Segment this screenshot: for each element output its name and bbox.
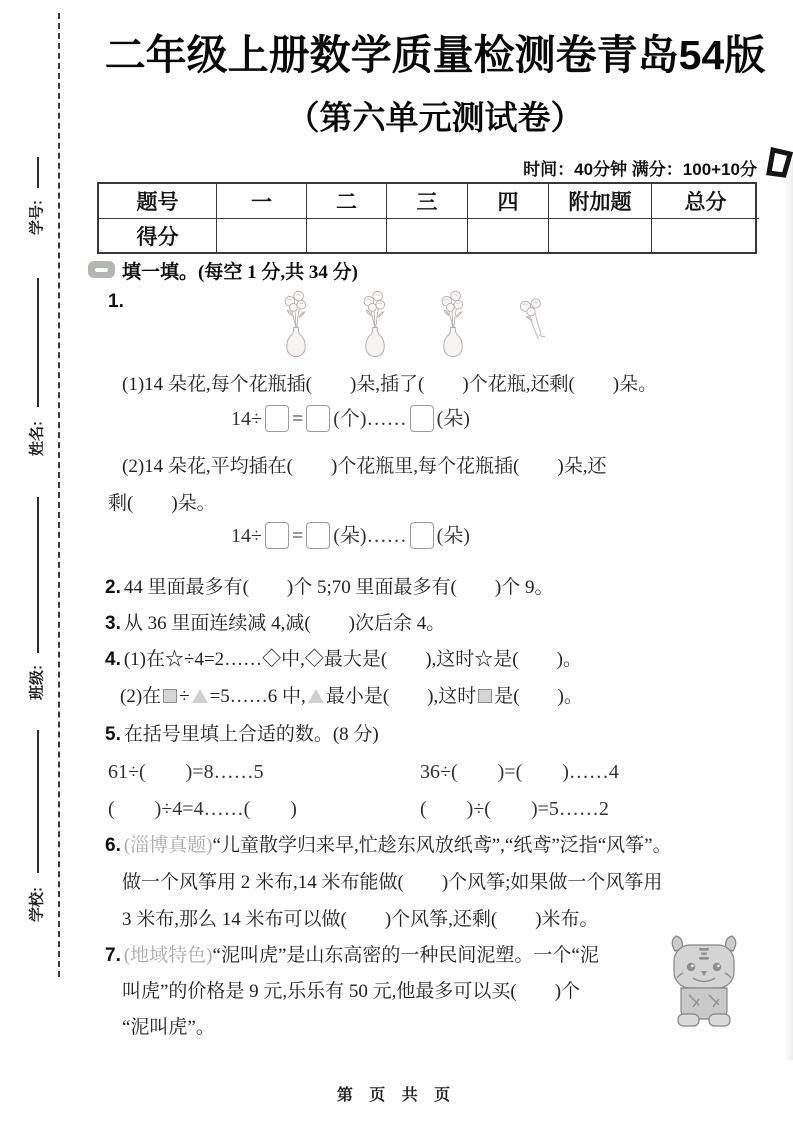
score-table-header-cell: 总分 bbox=[652, 184, 759, 219]
bud-vase bbox=[444, 328, 462, 357]
section-one-title bbox=[122, 257, 358, 284]
scan-edge-shadow bbox=[784, 160, 793, 1060]
answer-box bbox=[306, 405, 330, 432]
question-6-line3: 3 米布,那么 14 米布可以做( )个风筝,还剩( )米布。 bbox=[122, 909, 599, 930]
question-4-part1-text: (1)在☆÷4=2……◇中,◇最大是( ),这时☆是( )。 bbox=[123, 649, 582, 670]
score-table-header-cell: 题号 bbox=[99, 184, 217, 219]
question-6-number: 6. bbox=[105, 835, 121, 856]
score-cell-empty bbox=[549, 219, 652, 252]
score-table-header-cell: 二 bbox=[307, 184, 387, 219]
vase-with-roses-illustration bbox=[358, 289, 392, 359]
question-5-equation-4: ( )÷( )=5……2 bbox=[420, 798, 609, 820]
bud-vase bbox=[366, 328, 384, 357]
clay-tiger-illustration bbox=[663, 933, 745, 1028]
question-5-header bbox=[105, 719, 379, 746]
question-5-text: 在括号里填上合适的数。(8 分) bbox=[123, 724, 379, 745]
gray-triangle-shape bbox=[308, 689, 324, 703]
class-label: 班级: bbox=[28, 665, 46, 700]
question-4-part1 bbox=[105, 644, 582, 671]
question-1-part2-line1: (2)14 朵花,平均插在( )个花瓶里,每个花瓶插( )朵,还 bbox=[122, 456, 607, 477]
answer-box bbox=[306, 522, 330, 549]
question-2-text: 44 里面最多有( )个 5;70 里面最多有( )个 9。 bbox=[123, 577, 554, 598]
score-cell-empty bbox=[652, 219, 759, 252]
question-5-equation-2: 36÷( )=( )……4 bbox=[420, 761, 619, 783]
score-cell-empty bbox=[307, 219, 387, 252]
answer-box bbox=[410, 522, 434, 549]
section-one-points-note: (每空 1 分,共 34 分) bbox=[198, 262, 358, 283]
score-cell-empty bbox=[468, 219, 549, 252]
vase-with-roses-illustration bbox=[436, 289, 470, 359]
score-row-label: 得分 bbox=[99, 219, 217, 252]
score-table-header-cell: 附加题 bbox=[549, 184, 652, 219]
loose-flower-bunch-illustration bbox=[516, 296, 548, 348]
student-id-blank-line bbox=[37, 157, 39, 188]
paper-subtitle: （第六单元测试卷） bbox=[286, 99, 584, 136]
score-table-header-cell: 三 bbox=[387, 184, 468, 219]
bud-vase bbox=[287, 328, 305, 357]
question-4-number: 4. bbox=[105, 649, 121, 670]
section-one-title-text: 填一填。 bbox=[122, 262, 199, 283]
question-7-line3: “泥叫虎”。 bbox=[122, 1017, 215, 1038]
question-7-line2: 叫虎”的价格是 9 元,乐乐有 50 元,他最多可以买( )个 bbox=[122, 981, 581, 1002]
question-2-number: 2. bbox=[105, 577, 121, 598]
question-3-number: 3. bbox=[105, 613, 121, 634]
page-footer: 第 页 共 页 bbox=[336, 1087, 457, 1104]
score-cell-empty bbox=[217, 219, 307, 252]
question-3-text: 从 36 里面连续减 4,减( )次后余 4。 bbox=[123, 613, 446, 634]
answer-box bbox=[265, 522, 289, 549]
gray-triangle-shape bbox=[192, 689, 208, 703]
question-1-formula-1: 14÷ = (个)…… (朵) bbox=[231, 402, 470, 432]
binding-dashed-line bbox=[58, 13, 60, 977]
score-table-header-cell: 四 bbox=[468, 184, 549, 219]
question-1-part1-text: (1)14 朵花,每个花瓶插( )朵,插了( )个花瓶,还剩( )朵。 bbox=[122, 374, 658, 395]
question-1-formula-2: 14÷ = (朵)…… (朵) bbox=[231, 519, 470, 549]
name-label: 姓名: bbox=[28, 421, 46, 456]
question-5-equation-3: ( )÷4=4……( ) bbox=[108, 798, 297, 820]
question-1-number: 1. bbox=[108, 291, 124, 312]
school-label: 学校: bbox=[28, 887, 46, 922]
paper-title: 二年级上册数学质量检测卷青岛54版 bbox=[104, 32, 766, 78]
answer-box bbox=[265, 405, 289, 432]
question-7-source-tag: (地域特色) bbox=[123, 945, 213, 966]
question-7-number: 7. bbox=[105, 945, 121, 966]
answer-box bbox=[410, 405, 434, 432]
question-7-line1: 7. (地域特色)“泥叫虎”是山东高密的一种民间泥塑。一个“泥 bbox=[105, 945, 599, 966]
question-2 bbox=[105, 572, 553, 599]
section-one-badge-icon bbox=[88, 261, 115, 278]
school-blank-line bbox=[37, 730, 39, 873]
question-5-equation-1: 61÷( )=8……5 bbox=[108, 761, 264, 783]
question-3 bbox=[105, 608, 445, 635]
question-1-part2-line2: 剩( )朵。 bbox=[108, 493, 216, 514]
question-6-source-tag: (淄博真题) bbox=[123, 835, 213, 856]
question-6-line2: 做一个风筝用 2 米布,14 米布能做( )个风筝;如果做一个风筝用 bbox=[122, 872, 663, 893]
gray-square-shape bbox=[478, 689, 492, 703]
question-4-part2: (2)在 ÷ =5……6 中, 最小是( ),这时 是( )。 bbox=[120, 686, 583, 707]
student-id-label: 学号: bbox=[28, 200, 46, 235]
name-blank-line bbox=[37, 278, 39, 407]
time-score-info: 时间：40分钟 满分：100+10分 bbox=[523, 160, 757, 179]
class-blank-line bbox=[37, 497, 39, 653]
score-table bbox=[97, 182, 757, 254]
score-table-header-cell: 一 bbox=[217, 184, 307, 219]
gray-square-shape bbox=[163, 689, 177, 703]
question-6-line1: 6. (淄博真题)“儿童散学归来早,忙趁东风放纸鸢”,“纸鸢”泛指“风筝”。 bbox=[105, 835, 672, 856]
question-5-number: 5. bbox=[105, 724, 121, 745]
vase-with-roses-illustration bbox=[279, 289, 313, 359]
score-cell-empty bbox=[387, 219, 468, 252]
